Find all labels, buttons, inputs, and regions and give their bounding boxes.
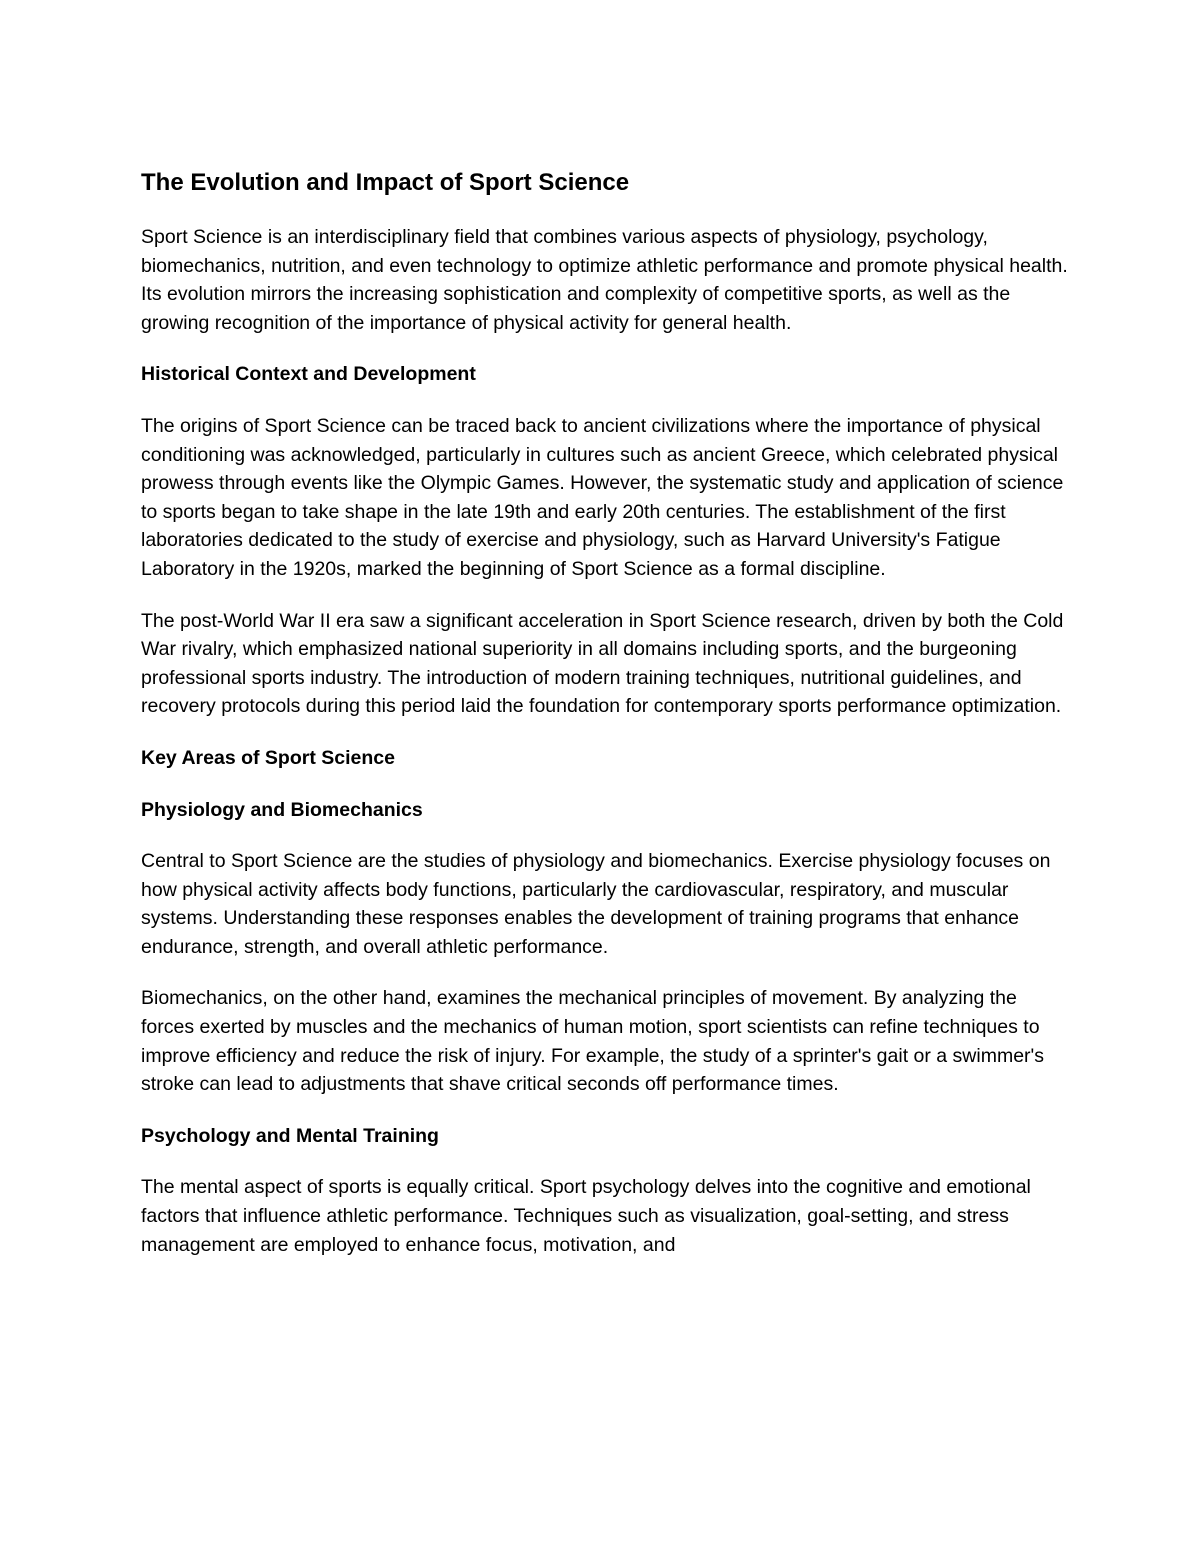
document-page bbox=[141, 166, 1071, 1282]
section-heading-key-areas: Key Areas of Sport Science bbox=[141, 746, 395, 769]
subsection-heading-psychology: Psychology and Mental Training bbox=[141, 1124, 439, 1147]
paragraph-biomechanics: Biomechanics, on the other hand, examines the mechanical principles of movement. By analyzing the forces exerted by muscles and the mechanics of human motion, sport scientists can refine techniques to improve efficiency and reduce the risk of injury. For example, the study of a sprinter's gait or a swimmer's stroke can lead to adjustments that shave critical seconds off performance times. bbox=[141, 987, 1045, 1096]
subsection-heading-physiology-biomechanics: Physiology and Biomechanics bbox=[141, 798, 423, 821]
document-title: The Evolution and Impact of Sport Science bbox=[141, 169, 630, 196]
paragraph-psychology: The mental aspect of sports is equally critical. Sport psychology delves into the cognitive and emotional factors that influence athletic performance. Techniques such as visualization, goal-setting, and stress management are employed to enhance focus, motivation, and bbox=[141, 1176, 1031, 1256]
paragraph-origins: The origins of Sport Science can be traced back to ancient civilizations where the importance of physical conditioning was acknowledged, particularly in cultures such as ancient Greece, which celebrated physical prowess through events like the Olympic Games. However, the systematic study and application of science to sports began to take shape in the late 19th and early 20th centuries. The establishment of the first laboratories dedicated to the study of exercise and physiology, such as Harvard University's Fatigue Laboratory in the 1920s, marked the beginning of Sport Science as a formal discipline. bbox=[141, 414, 1064, 580]
paragraph-post-war: The post-World War II era saw a significant acceleration in Sport Science research, driven by both the Cold War rivalry, which emphasized national superiority in all domains including sports, and the burgeoning professional sports industry. The introduction of modern training techniques, nutritional guidelines, and recovery protocols during this period laid the foundation for contemporary sports performance optimization. bbox=[141, 609, 1064, 718]
section-heading-historical-context: Historical Context and Development bbox=[141, 363, 476, 386]
intro-paragraph: Sport Science is an interdisciplinary field that combines various aspects of physiology, psychology, biomechanics, nutrition, and even technology to optimize athletic performance and promote physical health. Its evolution mirrors the increasing sophistication and complexity of competitive sports, as well as the growing recognition of the importance of physical activity for general health. bbox=[141, 226, 1068, 334]
paragraph-physiology: Central to Sport Science are the studies of physiology and biomechanics. Exercise physiology focuses on how physical activity affects body functions, particularly the cardiovascular, respiratory, and muscular systems. Understanding these responses enables the development of training programs that enhance endurance, strength, and overall athletic performance. bbox=[141, 850, 1051, 958]
